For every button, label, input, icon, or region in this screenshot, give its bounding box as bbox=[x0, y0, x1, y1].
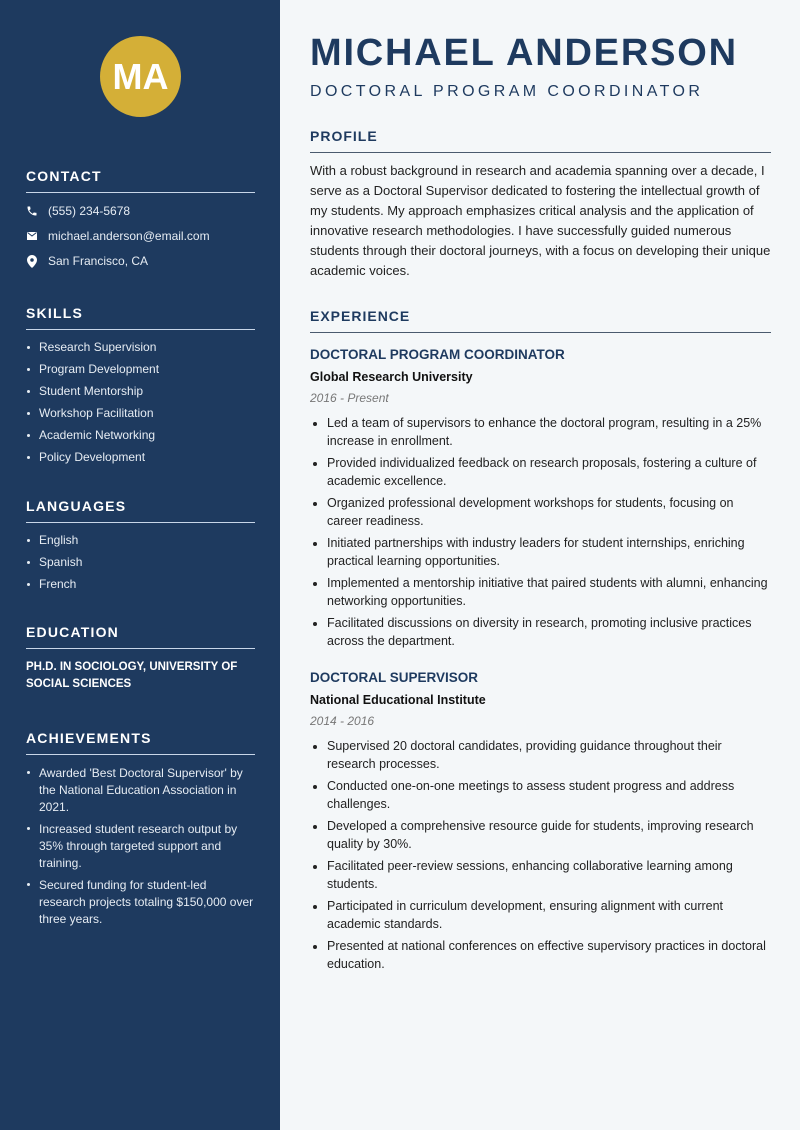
job-bullet: Initiated partnerships with industry leaders for student internships, enriching practical learning opportunities. bbox=[310, 534, 771, 570]
job-organization: National Educational Institute bbox=[310, 693, 486, 707]
language-item: English bbox=[26, 533, 255, 547]
avatar bbox=[100, 36, 181, 117]
skill-item: Program Development bbox=[26, 362, 255, 376]
job-dates: 2016 - Present bbox=[310, 391, 389, 405]
contact-email bbox=[26, 229, 255, 243]
skill-item: Research Supervision bbox=[26, 340, 255, 354]
achievement-item: Awarded 'Best Doctoral Supervisor' by the National Education Association in 2021. bbox=[26, 765, 255, 816]
profile-heading: PROFILE bbox=[310, 128, 771, 153]
job-bullets bbox=[310, 737, 771, 973]
job-bullet: Participated in curriculum development, ensuring alignment with current academic standards. bbox=[310, 897, 771, 933]
experience-heading: EXPERIENCE bbox=[310, 308, 771, 333]
contact-location bbox=[26, 254, 255, 268]
education-section bbox=[26, 624, 255, 693]
job-bullet: Implemented a mentorship initiative that paired students with alumni, enhancing networking opportunities. bbox=[310, 574, 771, 610]
education-degree: PH.D. IN SOCIOLOGY, UNIVERSITY OF SOCIAL SCIENCES bbox=[26, 661, 238, 690]
location-text: San Francisco, CA bbox=[48, 254, 149, 268]
phone-icon bbox=[26, 205, 38, 217]
skill-item: Policy Development bbox=[26, 450, 255, 464]
job-dates: 2014 - 2016 bbox=[310, 714, 375, 728]
location-pin-icon bbox=[26, 255, 38, 267]
experience-section bbox=[310, 308, 771, 333]
mail-icon bbox=[26, 230, 38, 242]
language-item: Spanish bbox=[26, 555, 255, 569]
contact-heading: CONTACT bbox=[26, 168, 255, 193]
job-bullet: Presented at national conferences on effective supervisory practices in doctoral education. bbox=[310, 937, 771, 973]
job-bullet: Provided individualized feedback on research proposals, fostering a culture of academic excellence. bbox=[310, 454, 771, 490]
candidate-name: MICHAEL ANDERSON bbox=[310, 32, 738, 74]
sidebar bbox=[0, 0, 280, 1130]
job-bullet: Organized professional development workshops for students, focusing on career readiness. bbox=[310, 494, 771, 530]
job-title: DOCTORAL PROGRAM COORDINATOR bbox=[310, 347, 565, 362]
achievements-section bbox=[26, 730, 255, 933]
contact-phone bbox=[26, 204, 255, 218]
job-bullet: Developed a comprehensive resource guide for students, improving research quality by 30%. bbox=[310, 817, 771, 853]
achievements-heading: ACHIEVEMENTS bbox=[26, 730, 255, 755]
phone-text: (555) 234-5678 bbox=[48, 204, 131, 218]
contact-section bbox=[26, 168, 255, 268]
skills-section bbox=[26, 305, 255, 472]
languages-list bbox=[26, 533, 255, 591]
avatar-initials: MA bbox=[112, 55, 169, 97]
job-bullet: Supervised 20 doctoral candidates, providing guidance throughout their research processes. bbox=[310, 737, 771, 773]
achievement-item: Secured funding for student-led research projects totaling $150,000 over three years. bbox=[26, 877, 255, 928]
skill-item: Academic Networking bbox=[26, 428, 255, 442]
achievements-list bbox=[26, 765, 255, 928]
languages-section bbox=[26, 498, 255, 599]
skill-item: Student Mentorship bbox=[26, 384, 255, 398]
job-bullets bbox=[310, 414, 771, 650]
job-organization: Global Research University bbox=[310, 370, 473, 384]
skill-item: Workshop Facilitation bbox=[26, 406, 255, 420]
job-entry bbox=[310, 670, 771, 977]
skills-heading: SKILLS bbox=[26, 305, 255, 330]
job-bullet: Led a team of supervisors to enhance the doctoral program, resulting in a 25% increase in enrollment. bbox=[310, 414, 771, 450]
candidate-title: DOCTORAL PROGRAM COORDINATOR bbox=[310, 83, 704, 100]
education-heading: EDUCATION bbox=[26, 624, 255, 649]
language-item: French bbox=[26, 577, 255, 591]
job-bullet: Facilitated discussions on diversity in research, promoting inclusive practices across the department. bbox=[310, 614, 771, 650]
profile-text: With a robust background in research and academia spanning over a decade, I serve as a Doctoral Supervisor dedicated to fostering the intellectual growth of my students. My approach emphasizes critical analysis and the application of innovative research methodologies. I have successfully guided numerous students through their doctoral journeys, with a focus on developing their unique academic voices. bbox=[310, 163, 771, 278]
skills-list bbox=[26, 340, 255, 464]
languages-heading: LANGUAGES bbox=[26, 498, 255, 523]
email-text: michael.anderson@email.com bbox=[48, 229, 210, 243]
job-entry bbox=[310, 347, 771, 654]
job-bullet: Facilitated peer-review sessions, enhancing collaborative learning among students. bbox=[310, 857, 771, 893]
job-bullet: Conducted one-on-one meetings to assess student progress and address challenges. bbox=[310, 777, 771, 813]
job-title: DOCTORAL SUPERVISOR bbox=[310, 670, 479, 685]
profile-section bbox=[310, 128, 771, 281]
achievement-item: Increased student research output by 35% through targeted support and training. bbox=[26, 821, 255, 872]
